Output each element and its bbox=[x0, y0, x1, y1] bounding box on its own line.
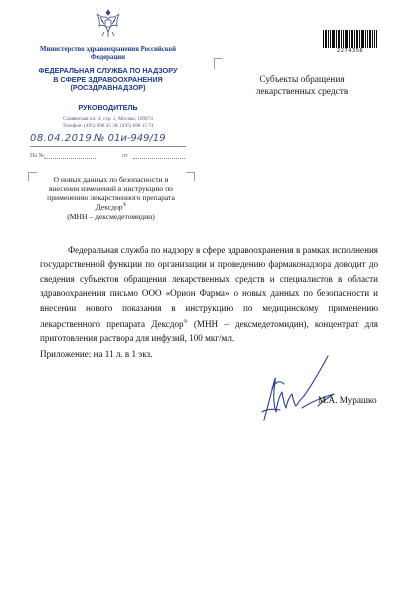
subject-bracket-left bbox=[28, 172, 37, 181]
phone-line: Телефон: (495) 698 45 38; (495) 698 15 74 bbox=[62, 123, 154, 129]
recipient-block bbox=[240, 74, 364, 98]
subject-inn: (МНН – дексмедетомидин) bbox=[67, 211, 155, 221]
attachment-line: Приложение: на 11 л. в 1 экз. bbox=[40, 349, 153, 359]
signer-name: М.А. Мурашко bbox=[318, 395, 377, 405]
address-block bbox=[30, 116, 186, 130]
registration-row bbox=[30, 133, 190, 149]
subject-text: О новых данных по безопасности и внесении изменений в инструкцию по применению лекарственного препарата Дексдор bbox=[47, 175, 175, 212]
recipient-line-2: лекарственных средств bbox=[255, 87, 349, 97]
service-line-3: (РОСЗДРАВНАДЗОР) bbox=[70, 83, 146, 93]
number-value: 01и-949/19 bbox=[107, 133, 166, 144]
service-line-1: ФЕДЕРАЛЬНАЯ СЛУЖБА ПО НАДЗОРУ bbox=[38, 66, 178, 75]
registration-underline bbox=[30, 146, 186, 147]
registration-number bbox=[94, 133, 166, 144]
na-label: На № bbox=[30, 153, 45, 159]
service-line-2: В СФЕРЕ ЗДРАВООХРАНЕНИЯ bbox=[53, 74, 163, 84]
recipient-line-1: Субъекты обращения bbox=[259, 75, 345, 85]
registered-mark: ® bbox=[122, 203, 127, 209]
body-part-1: Федеральная служба по надзору в сфере здравоохранения в рамках исполнения государственной функции по организации и проведению фармаконадзора доводит до сведения субъектов обращения лекарственных средств и специалистов в области здравоохранения письмо ООО «Орион Фарма» о новых данных по безопасности и внесении нового показания в инструкцию по медицинскому применению лекарственного препарата Дексдор bbox=[40, 245, 378, 330]
coat-of-arms-icon bbox=[91, 6, 125, 40]
reference-row bbox=[30, 153, 190, 159]
ot-blank bbox=[133, 158, 185, 159]
service-name bbox=[30, 67, 186, 93]
signature-icon bbox=[244, 348, 340, 428]
address-line: Славянская пл. 4, стр. 1, Москва, 109074 bbox=[63, 116, 153, 122]
subject-bracket-right bbox=[186, 172, 195, 181]
number-prefix: № bbox=[94, 133, 105, 144]
letter-subject bbox=[44, 176, 178, 222]
letter-body bbox=[40, 243, 378, 346]
barcode-icon bbox=[322, 30, 378, 48]
ot-label: от bbox=[122, 153, 128, 159]
body-part-2: (МНН – дексмедетомидин), концентрат для приготовления раствора для инфузий, 100 мкг/мл. bbox=[40, 319, 378, 344]
registration-date: 08.04.2019 bbox=[30, 133, 93, 144]
body-registered-mark: ® bbox=[183, 319, 188, 326]
na-blank bbox=[44, 158, 96, 159]
barcode-number: 2274356 bbox=[336, 48, 364, 54]
ministry-name: Министерство здравоохранения Российской Федерации bbox=[40, 46, 176, 61]
recipient-bracket bbox=[214, 58, 223, 69]
head-title: РУКОВОДИТЕЛЬ bbox=[78, 103, 138, 112]
